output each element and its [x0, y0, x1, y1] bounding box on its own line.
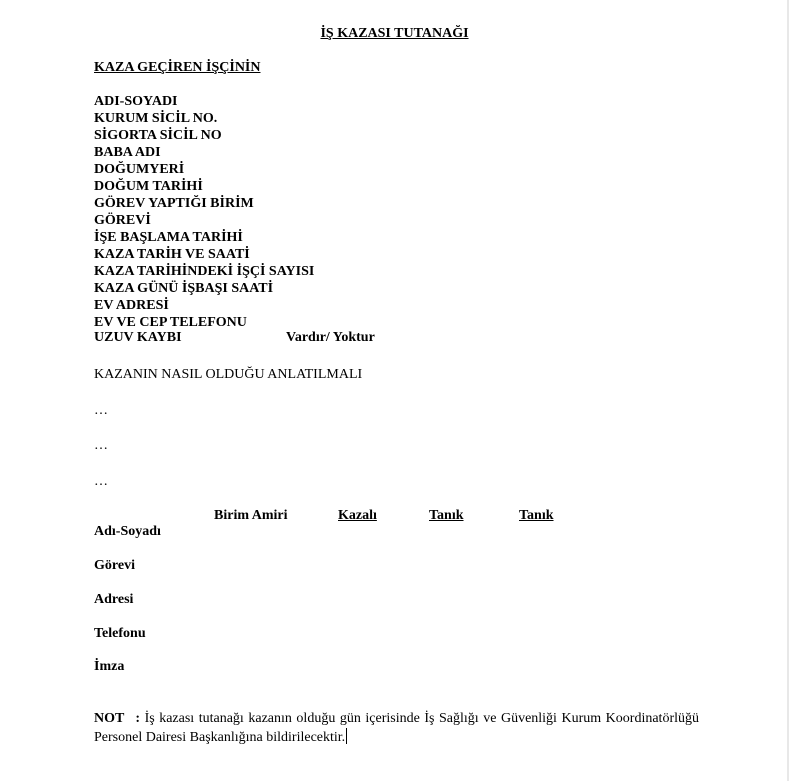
field-isci-sayisi: KAZA TARİHİNDEKİ İŞÇİ SAYISI — [94, 264, 315, 279]
field-gorevi: GÖREVİ — [94, 213, 151, 228]
field-ev-adresi: EV ADRESİ — [94, 298, 169, 313]
text-cursor — [346, 728, 347, 744]
document-title: İŞ KAZASI TUTANAĞI — [320, 26, 469, 41]
footer-note — [94, 710, 699, 747]
field-kaza-tarih-saati: KAZA TARİH VE SAATİ — [94, 247, 250, 262]
field-sigorta-sicil-no: SİGORTA SİCİL NO — [94, 128, 222, 143]
field-dogum-tarihi: DOĞUM TARİHİ — [94, 179, 203, 194]
section-header-underline — [260, 60, 318, 76]
limb-loss-options: Vardır/ Yoktur — [286, 330, 375, 345]
row-adi-soyadi: Adı-Soyadı — [94, 524, 161, 539]
column-kazali: Kazalı — [338, 508, 377, 523]
section-header-text: KAZA GEÇİREN İŞÇİNİN — [94, 60, 261, 75]
column-tanik-1: Tanık — [429, 508, 464, 523]
row-telefonu: Telefonu — [94, 626, 146, 641]
column-birim-amiri: Birim Amiri — [214, 508, 288, 523]
field-isbasi-saati: KAZA GÜNÜ İŞBAŞI SAATİ — [94, 281, 274, 296]
field-telefon: EV VE CEP TELEFONU — [94, 315, 247, 330]
description-label: KAZANIN NASIL OLDUĞU ANLATILMALI — [94, 367, 363, 382]
field-kurum-sicil-no: KURUM SİCİL NO. — [94, 111, 218, 126]
field-baba-adi: BABA ADI — [94, 145, 161, 160]
ellipsis-line: … — [94, 438, 108, 453]
note-label: NOT — [94, 711, 125, 726]
row-gorevi: Görevi — [94, 558, 135, 573]
note-text: İş kazası tutanağı kazanın olduğu gün içerisinde İş Sağlığı ve Güvenliği Kurum Koordinatörlüğü Personel Dairesi Başkanlığına bildirilecektir. — [94, 711, 700, 745]
field-adi-soyadi: ADI-SOYADI — [94, 94, 178, 109]
ellipsis-line: … — [94, 403, 108, 418]
ellipsis-line: … — [94, 474, 108, 489]
column-tanik-2: Tanık — [519, 508, 554, 523]
employee-fields-list — [94, 94, 314, 332]
limb-loss-label: UZUV KAYBI — [94, 330, 182, 345]
field-dogumyeri: DOĞUMYERİ — [94, 162, 185, 177]
row-adresi: Adresi — [94, 592, 134, 607]
field-gorev-yaptigi-birim: GÖREV YAPTIĞI BİRİM — [94, 196, 254, 211]
note-separator: : — [135, 711, 141, 726]
row-imza: İmza — [94, 659, 125, 674]
section-header — [94, 60, 318, 76]
field-ise-baslama-tarihi: İŞE BAŞLAMA TARİHİ — [94, 230, 243, 245]
